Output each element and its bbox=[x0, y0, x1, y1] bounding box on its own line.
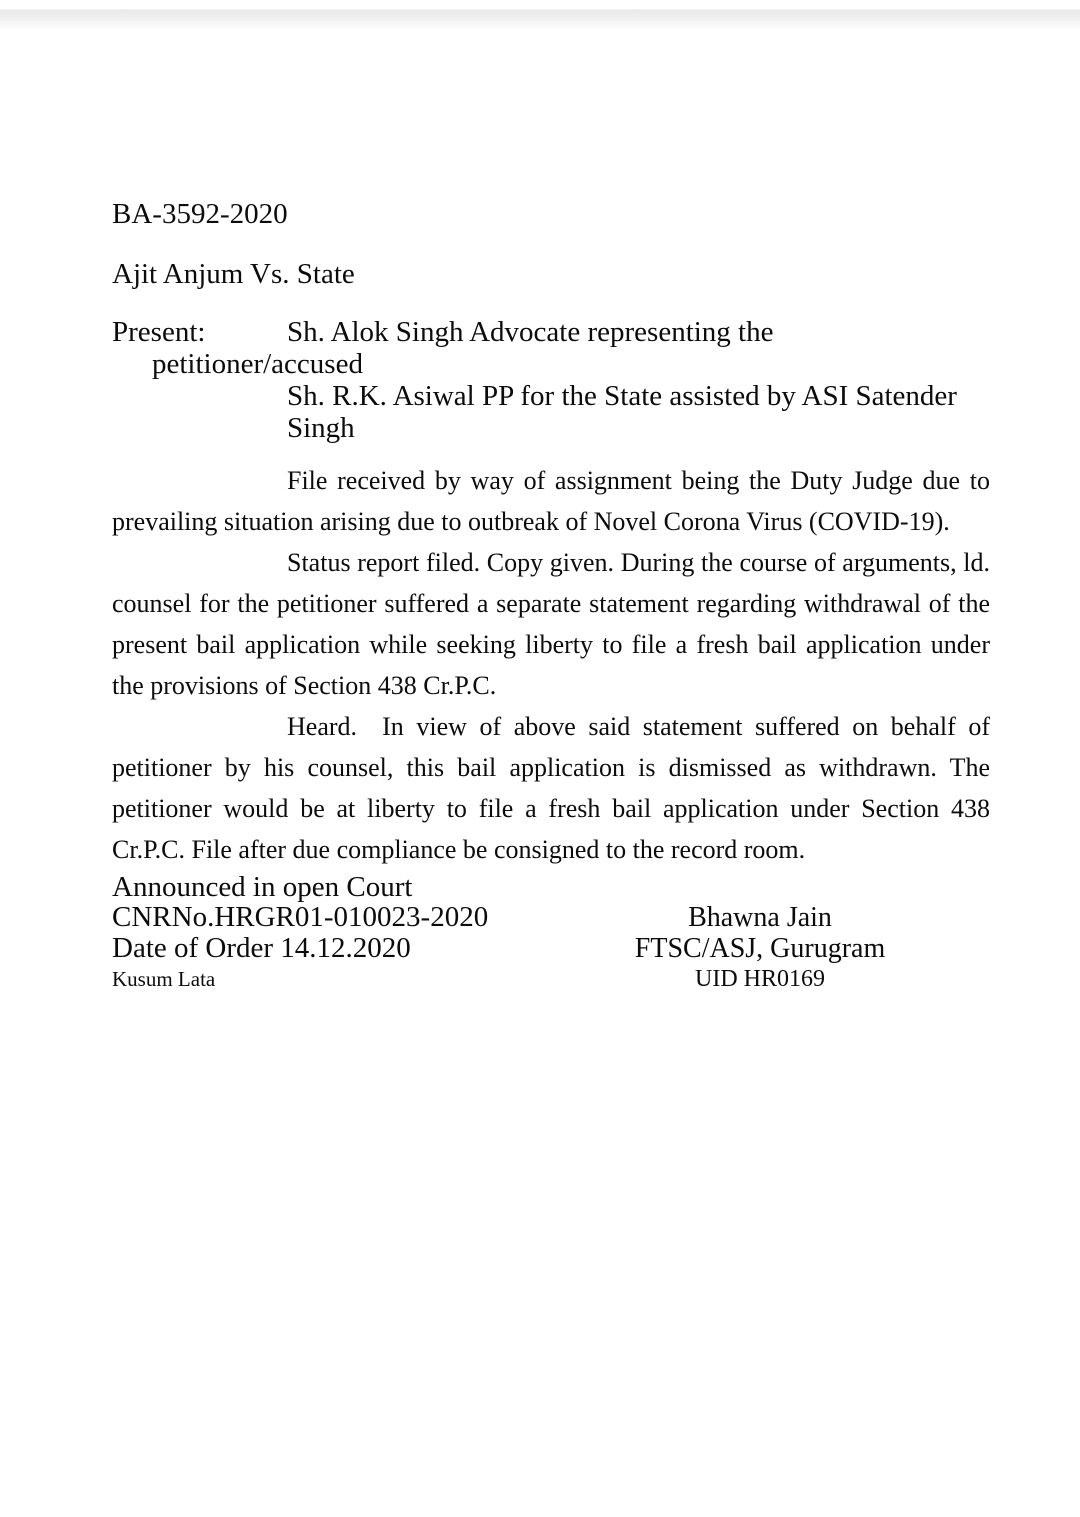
announced-in-open-court: Announced in open Court bbox=[112, 871, 413, 903]
present-counsel-petitioner: Sh. Alok Singh Advocate representing the bbox=[287, 316, 774, 348]
order-date: Date of Order 14.12.2020 bbox=[112, 932, 411, 964]
present-petitioner-accused: petitioner/accused bbox=[152, 348, 363, 380]
present-block bbox=[112, 316, 990, 444]
present-line bbox=[112, 316, 990, 348]
case-number: BA-3592-2020 bbox=[112, 198, 288, 230]
judge-name: Bhawna Jain bbox=[688, 902, 832, 933]
page-top-shadow bbox=[0, 9, 1080, 32]
present-counsel-state: Sh. R.K. Asiwal PP for the State assisted by ASI Satender bbox=[287, 380, 957, 412]
order-content bbox=[112, 198, 997, 994]
order-body bbox=[112, 460, 997, 870]
announced-row bbox=[112, 872, 990, 902]
order-date-row bbox=[112, 933, 990, 964]
judge-uid: UID HR0169 bbox=[695, 966, 825, 992]
signature-block bbox=[112, 872, 990, 994]
present-counsel-state-wrap: Singh bbox=[287, 412, 355, 444]
order-paragraph-1: File received by way of assignment being the Duty Judge due to prevailing situation arising due to outbreak of Novel Corona Virus (COVID-19). bbox=[112, 466, 997, 536]
judge-designation: FTSC/ASJ, Gurugram bbox=[634, 933, 886, 964]
cnr-number: CNRNo.HRGR01-010023-2020 bbox=[112, 901, 489, 933]
case-title: Ajit Anjum Vs. State bbox=[112, 258, 355, 290]
stenographer-row bbox=[112, 964, 990, 994]
present-label: Present: bbox=[112, 316, 206, 348]
order-paragraph-3: Heard. In view of above said statement suffered on behalf of petitioner by his counsel, this bail application is dismissed as withdrawn. The petitioner would be at liberty to file a fresh bail application under Section 438 Cr.P.C. File after due compliance be consigned to the record room. bbox=[112, 712, 997, 864]
stenographer-name: Kusum Lata bbox=[112, 967, 216, 991]
order-paragraph-2: Status report filed. Copy given. During the course of arguments, ld. counsel for the petitioner suffered a separate statement regarding withdrawal of the present bail application while seeking liberty to file a fresh bail application under the provisions of Section 438 Cr.P.C. bbox=[112, 548, 997, 700]
cnr-row bbox=[112, 902, 990, 933]
